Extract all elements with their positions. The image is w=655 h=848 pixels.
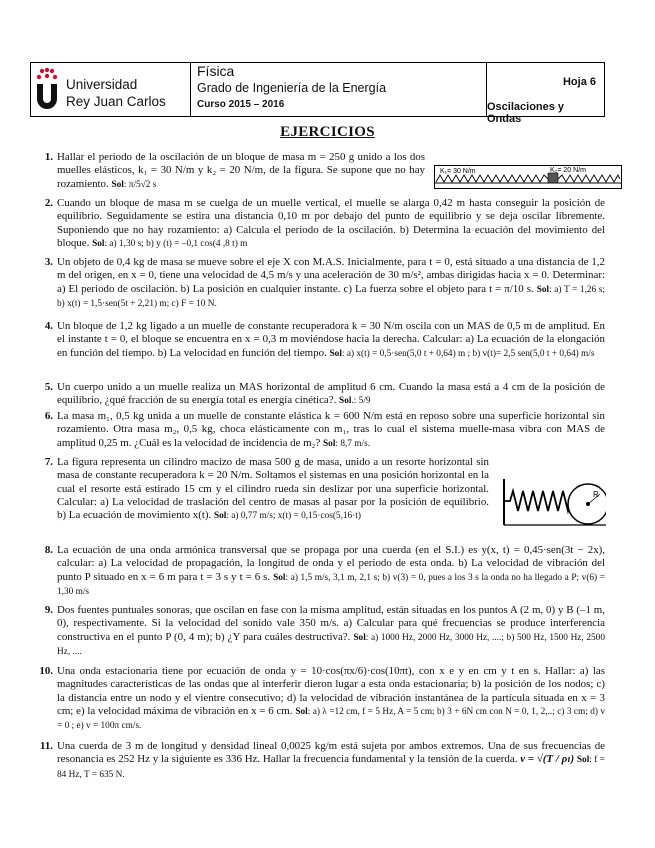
exercise-number: 5.: [44, 381, 53, 393]
spring-cylinder-figure: [496, 469, 606, 527]
exercise-text: La masa m₁, 0,5 kg unida a un muelle de constante elástica k = 600 N/m está en reposo sobre una superficie horizontal sin rozamiento. Otra masa m₂, 0,5 kg, choca elásticamente con m₁, tras lo cual el sistema muelle-masa vibra con MAS de amplitud 0,25 m. ¿Cuál es la velocidad de incidencia de m₂?: [57, 410, 605, 449]
exercise-number: 6.: [44, 410, 53, 422]
degree-name: Grado de Ingeniería de la Energía: [197, 81, 387, 95]
exercise-number: 1.: [44, 151, 53, 163]
exercise-number: 2.: [44, 197, 53, 209]
exercise-text: Un objeto de 0,4 kg de masa se mueve sobre el eje X con M.A.S. Inicialmente, para t = 0, está situado a una distancia de 1,2 m del origen, en x = 0, tiene una velocidad de 4,5 m/s y una aceleración de 30 m/s², ambas dirigidas hacia x = 0. Determinar: a) El periodo de oscilación. b) La posición en cualquier instante. c) La fuerza sobre el objeto para t = π/10 s.: [57, 256, 605, 295]
solution-label: Sol: [353, 632, 366, 643]
page-title: EJERCICIOS: [280, 124, 375, 140]
exercise-6: [44, 410, 605, 451]
solution-label: Sol: [329, 348, 342, 359]
exercise-9: [44, 604, 605, 659]
exercise-2: [44, 197, 605, 251]
exercise-text: Hallar el periodo de la oscilación de un bloque de masa m = 250 g unido a los dos muelles elásticos, k₁ = 30 N/m y k₂ = 20 N/m, de la figura. Se supone que no hay rozamiento.: [57, 151, 425, 190]
solution-label: Sol: [339, 396, 352, 407]
k2-label: K₂= 20 N/m: [550, 167, 586, 174]
exercise-number: 3.: [44, 256, 53, 268]
exercise-8: [44, 544, 605, 599]
solution-label: Sol: [576, 755, 590, 766]
exercise-text: Una cuerda de 3 m de longitud y densidad lineal 0,0025 kg/m está sujeta por ambos extremos. Una de sus frecuencias de resonancia es 252 Hz y la siguiente es 336 Hz. Hallar la frecuencia fundamental y la tensión de la cuerda.: [57, 740, 605, 766]
solution-text: : a) λ =12 cm, f = 5 Hz, A = 5 cm; b) 3 + 6N cm con N = 0, 1, 2,..; c) 3 cm; d) v = 0 ; e) v = 100π cm/s.: [57, 706, 605, 732]
course-year: Curso 2015 – 2016: [197, 99, 285, 110]
solution-text: : f = 84 Hz, T = 635 N.: [57, 755, 605, 780]
university-logo-icon: [35, 67, 59, 111]
solution-label: Sol: [111, 179, 124, 190]
exercise-text: Una onda estacionaria tiene por ecuación de onda y = 10·cos(πx/6)·cos(10πt), con x e y en cm y t en s. Hallar: a) las magnitudes características de las ondas que al interferir dieron lugar a esta onda estacionaria; b) la posición de los nodos; c) la distancia entre un nodo y el vientre consecutivo; d) la velocidad de vibración instantánea de la partícula situada en x = 3 cm; e) la velocidad máxima de vibración en x = 6 cm.: [57, 665, 605, 717]
university-name-line1: Universidad: [66, 77, 138, 92]
exercise-3: [44, 256, 605, 311]
exercise-number: 10.: [39, 665, 53, 677]
exercise-number: 8.: [44, 544, 53, 556]
exercise-number: 9.: [44, 604, 53, 616]
solution-label: Sol: [295, 706, 308, 717]
exercise-5: [44, 381, 605, 409]
university-name-line2: Rey Juan Carlos: [66, 94, 166, 109]
exercise-text: Un bloque de 1,2 kg ligado a un muelle de constante recuperadora k = 30 N/m oscila con un MAS de 0,5 m de amplitud. En el instante t = 0, el bloque se encuentra en x = 0,3 m moviéndose hacia la derecha. Calcular: a) La ecuación de la elongación en función del tiempo. b) La velocidad en función del tiempo.: [57, 320, 605, 359]
solution-text: : a) 1,5 m/s, 3,1 m, 2,1 s; b) v(3) = 0, pues a los 3 s la onda no ha llegado a P; v(6) = 1,30 m/s: [57, 572, 605, 597]
exercise-4: [44, 320, 605, 361]
subject-title: Física: [197, 63, 235, 79]
solution-label: Sol: [273, 572, 286, 583]
solution-label: Sol: [92, 238, 105, 249]
sheet-cell: [487, 63, 604, 125]
exercise-number: 7.: [44, 456, 53, 468]
exercise-number: 11.: [39, 740, 53, 752]
exercise-text: Dos fuentes puntuales sonoras, que oscilan en fase con la misma amplitud, están situadas en los puntos A (2 m, 0) y B (–1 m, 0), respectivamente. Si la velocidad del sonido vale 350 m/s. a) Calcular para qué frecuencias se produce interferencia constructiva en el punto P (0, 4 m); b) ¿Y para cuáles destructiva?.: [57, 604, 605, 643]
solution-text: : a) T = 1,26 s; b) x(t) = 1,5·sen(5t + 2,21) m; c) F = 10 N.: [57, 284, 605, 309]
exercise-text: Cuando un bloque de masa m se cuelga de un muelle vertical, el muelle se alarga 0,42 m hasta conseguir la posición de equilibrio. Seguidamente se estira una distancia 0,10 m por debajo del punto de equilibrio y se deja oscilar libremente. Suponiendo que no hay rozamiento: a) Calcula el periodo de la oscilación. b) Determina la ecuación del movimiento del bloque.: [57, 197, 605, 249]
exercise-10: [39, 665, 605, 733]
exercise-text: La figura representa un cilindro macizo de masa 500 g de masa, unido a un resorte horizontal sin masa de constante recuperadora k = 20 N/m. Soltamos el sistemas en una posición horizontal en la cual el resorte está estirado 15 cm y el cilindro rueda sin deslizar por una superficie horizontal. Calcular: a) La velocidad de traslación del centro de masas al pasar por la posición de equilibrio. b) La ecuación de movimiento x(t).: [57, 456, 489, 522]
radius-label: R: [593, 490, 599, 499]
exercise-text: Un cuerpo unido a un muelle realiza un MAS horizontal de amplitud 6 cm. Cuando la masa está a 4 cm de la posición de equilibrio, ¿qué fracción de su energía total es energía cinética?.: [57, 381, 605, 407]
exercise-7: [44, 456, 489, 523]
solution-text: : π/5√2 s: [123, 179, 157, 190]
solution-text: : a) 0,77 m/s; x(t) = 0,15·cos(5,16·t): [226, 511, 361, 522]
solution-text: : 8,7 m/s.: [335, 438, 371, 449]
solution-text: : a) 1000 Hz, 2000 Hz, 3000 Hz, ....; b) 500 Hz, 1500 Hz, 2500 Hz, ....: [57, 632, 605, 657]
exercise-text: La ecuación de una onda armónica transversal que se propaga por una cuerda (en el S.I.) es y(x, t) = 0,45·sen(3t − 2x), calcular: a) La velocidad de propagación, la longitud de onda y el periodo de esta onda. b) La velocidad de vibración del punto P situado en x = 6 m para t = 3 s y t = 6 s.: [57, 544, 605, 583]
solution-label: Sol: [536, 284, 550, 295]
exercise-number: 4.: [44, 320, 53, 332]
two-springs-figure: [434, 165, 622, 189]
exercise-11: [39, 740, 605, 782]
sheet-number: Hoja 6: [562, 76, 596, 88]
course-cell: [191, 63, 487, 116]
solution-text: .: 5/9: [351, 396, 371, 407]
solution-label: Sol: [213, 511, 227, 522]
sheet-topic: Oscilaciones y Ondas: [487, 101, 565, 125]
solution-text: : a) 1,30 s; b) y (t) = –0,1 cos(4 ,8 t) m: [104, 238, 248, 249]
solution-text: : a) x(t) = 0,5·sen(5,0 t + 0,64) m ; b) v(t)= 2,5 sen(5,0 t + 0,64) m/s: [341, 348, 595, 359]
wave-speed-formula: v = √(T / ρₗ): [520, 753, 575, 766]
exercise-1: [44, 151, 425, 192]
k1-label: K₁= 30 N/m: [440, 168, 476, 175]
header-table: [30, 62, 605, 125]
solution-label: Sol: [323, 438, 336, 449]
university-cell: [31, 63, 191, 116]
